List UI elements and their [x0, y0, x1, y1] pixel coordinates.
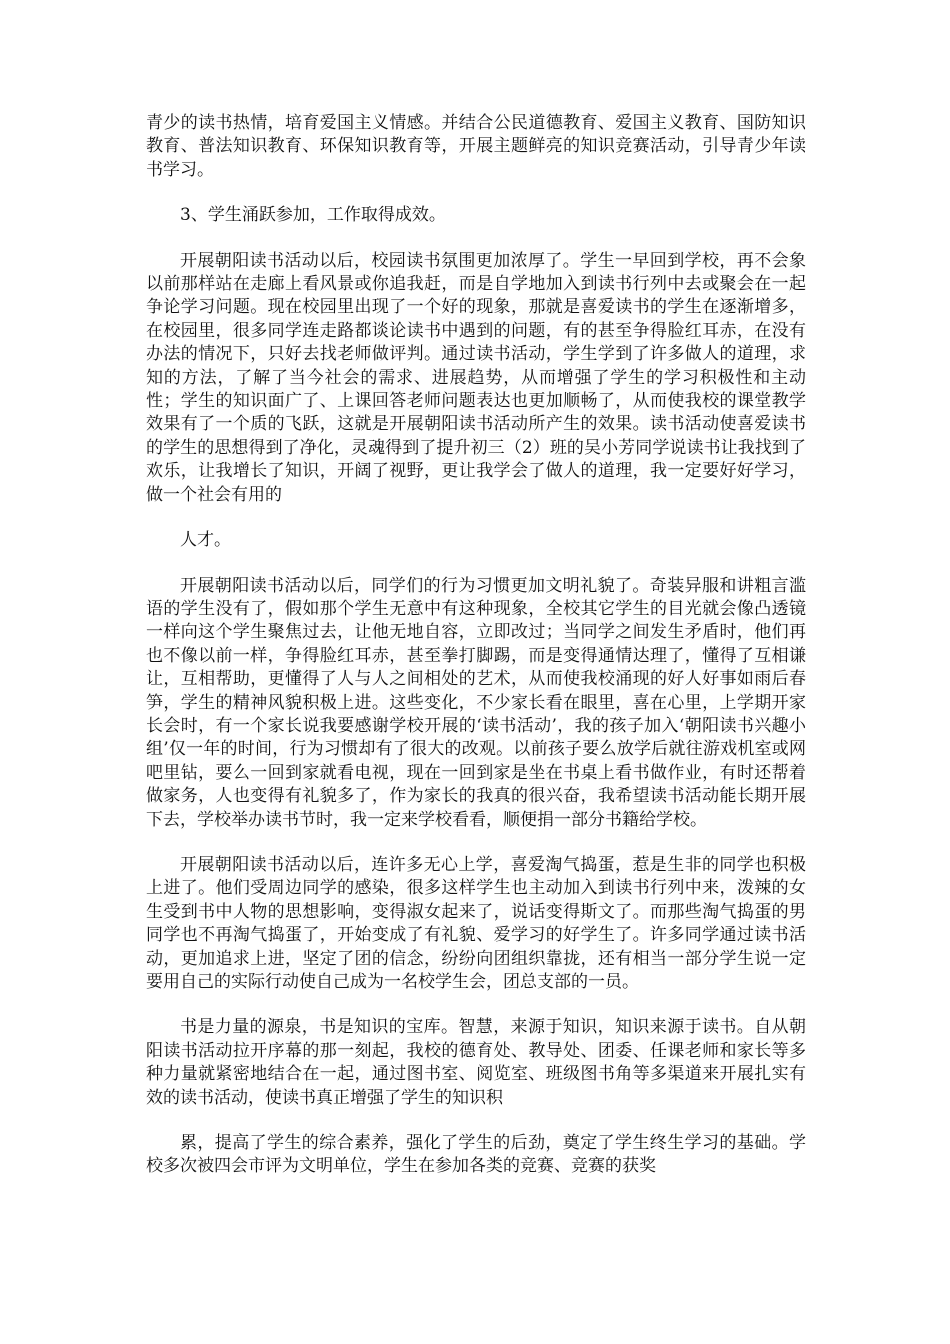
document-body: [146, 112, 806, 1201]
paragraph-books-power: 书是力量的源泉，书是知识的宝库。智慧，来源于知识，知识来源于读书。自从朝阳读书活动拉开序幕的那一刻起，我校的德育处、教导处、团委、任课老师和家长等多种力量就紧密地结合在一起，通过图书室、阅览室、班级图书角等多渠道来开展扎实有效的读书活动，使读书真正增强了学生的知识积: [146, 1017, 806, 1108]
paragraph-motivation: 开展朝阳读书活动以后，连许多无心上学，喜爱淘气捣蛋，惹是生非的同学也积极上进了。他们受周边同学的感染，很多这样学生也主动加入到读书行列中来，泼辣的女生受到书中人物的思想影响，变得淑女起来了，说话变得斯文了。而那些淘气捣蛋的男同学也不再淘气捣蛋了，开始变成了有礼貌、爱学习的好学生了。许多同学通过读书活动，更加追求上进，坚定了团的信念，纷纷向团组织靠拢，还有相当一部分学生说一定要用自己的实际行动使自己成为一名校学生会，团总支部的一员。: [146, 854, 806, 992]
paragraph-continued-intro: 青少的读书热情，培育爱国主义情感。并结合公民道德教育、爱国主义教育、国防知识教育、普法知识教育、环保知识教育等，开展主题鲜亮的知识竞赛活动，引导青少年读书学习。: [146, 113, 806, 180]
paragraph-results: 累，提高了学生的综合素养，强化了学生的后劲，奠定了学生终生学习的基础。学校多次被四会市评为文明单位，学生在参加各类的竞赛、竞赛的获奖: [146, 1133, 806, 1177]
paragraph-behavior-habits: 开展朝阳读书活动以后，同学们的行为习惯更加文明礼貌了。奇装异服和讲粗言滥语的学生没有了，假如那个学生无意中有这种现象，全校其它学生的目光就会像凸透镜一样向这个学生聚焦过去，让他无地自容，立即改过；当同学之间发生矛盾时，他们再也不像以前一样，争得脸红耳赤，甚至拳打脚踢，而是变得通情达理了，懂得了互相谦让，互相帮助，更懂得了人与人之间相处的艺术，从而使我校涌现的好人好事如雨后春笋，学生的精神风貌积极上进。这些变化，不少家长看在眼里，喜在心里，上学期开家长会时，有一个家长说我要感谢学校开展的‘读书活动’，我的孩子加入‘朝阳读书兴趣小组’仅一年的时间，行为习惯却有了很大的改观。以前孩子要么放学后就往游戏机室或网吧里钻，要么一回到家就看电视，现在一回到家是坐在书桌上看书做作业，有时还帮着做家务，人也变得有礼貌多了，作为家长的我真的很兴奋，我希望读书活动能长期开展下去，学校举办读书节时，我一定来学校看看，顺便捐一部分书籍给学校。: [146, 575, 806, 830]
paragraph-talent: 人才。: [180, 530, 231, 551]
section-heading: 3、学生涌跃参加，工作取得成效。: [180, 205, 446, 226]
paragraph-reading-atmosphere: 开展朝阳读书活动以后，校园读书氛围更加浓厚了。学生一早回到学校，再不会象以前那样站在走廊上看风景或你追我赶，而是自学地加入到读书行列中去或聚会在一起争论学习问题。现在校园里出现了一个好的现象，那就是喜爱读书的学生在逐渐增多，在校园里，很多同学连走路都谈论读书中遇到的问题，有的甚至争得脸红耳赤，在没有办法的情况下，只好去找老师做评判。通过读书活动，学生学到了许多做人的道理，求知的方法，了解了当今社会的需求、进展趋势，从而增强了学生的学习积极性和主动性；学生的知识面广了、上课回答老师问题表达也更加顺畅了，从而使我校的课堂教学效果有了一个质的飞跃，这就是开展朝阳读书活动所产生的效果。读书活动使喜爱读书的学生的思想得到了净化，灵魂得到了提升初三（2）班的吴小芳同学说读书让我找到了欢乐，让我增长了知识，开阔了视野，更让我学会了做人的道理，我一定要好好学习，做一个社会有用的: [146, 250, 806, 505]
